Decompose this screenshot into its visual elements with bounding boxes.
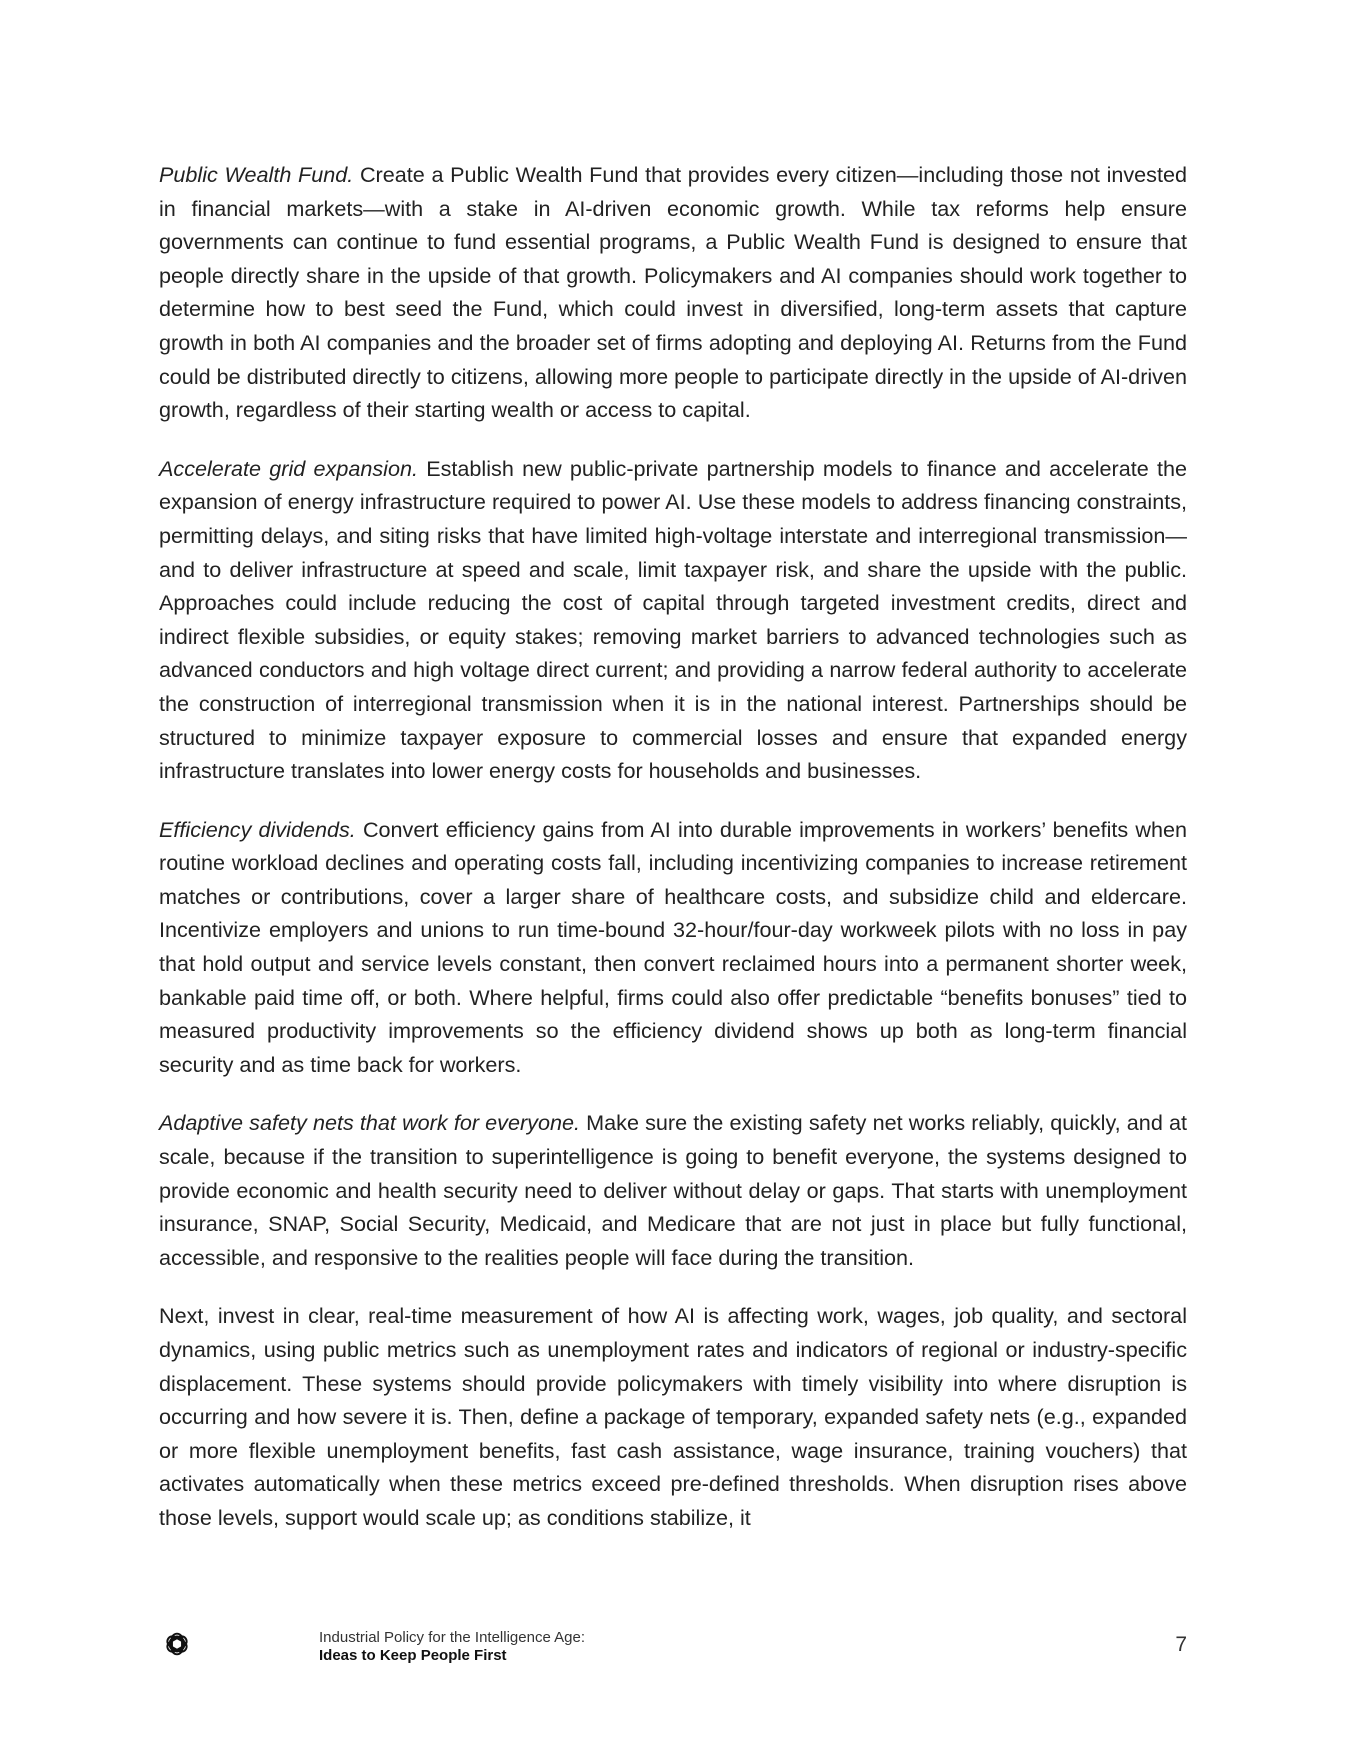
paragraph-measurement xyxy=(159,1299,1187,1534)
paragraph-lead: Public Wealth Fund. xyxy=(159,162,354,187)
paragraph-efficiency-dividends xyxy=(159,813,1187,1082)
document-title-line1: Industrial Policy for the Intelligence Age: xyxy=(319,1629,585,1646)
paragraph-grid-expansion xyxy=(159,452,1187,788)
document-title-line2: Ideas to Keep People First xyxy=(319,1647,507,1664)
paragraph-text: Next, invest in clear, real-time measurement of how AI is affecting work, wages, job quality, and sectoral dynamics, using public metrics such as unemployment rates and indicators of regional or industry-specific displacement. These systems should provide policymakers with timely visibility into where disruption is occurring and how severe it is. Then, define a package of temporary, expanded safety nets (e.g., expanded or more flexible unemployment benefits, fast cash assistance, wage insurance, training vouchers) that activates automatically when these metrics exceed pre-defined thresholds. When disruption rises above those levels, support would scale up; as conditions stabilize, it xyxy=(159,1303,1187,1530)
paragraph-text: Create a Public Wealth Fund that provides every citizen—including those not invested in financial markets—with a stake in AI-driven economic growth. While tax reforms help ensure governments can continue to fund essential programs, a Public Wealth Fund is designed to ensure that people directly share in the upside of that growth. Policymakers and AI companies should work together to determine how to best seed the Fund, which could invest in diversified, long-term assets that capture growth in both AI companies and the broader set of firms adopting and deploying AI. Returns from the Fund could be distributed directly to citizens, allowing more people to participate directly in the upside of AI-driven growth, regardless of their starting wealth or access to capital. xyxy=(159,162,1187,423)
paragraph-lead: Adaptive safety nets that work for everyone. xyxy=(159,1110,581,1136)
paragraph-text: Establish new public-private partnership models to finance and accelerate the expansion of energy infrastructure required to power AI. Use these models to address financing constraints, permitting delays, and siting risks that have limited high-voltage interstate and interregional transmission—and to deliver infrastructure at speed and scale, limit taxpayer risk, and share the upside with the public. Approaches could include reducing the cost of capital through targeted investment credits, direct and indirect flexible subsidies, or equity stakes; removing market barriers to advanced technologies such as advanced conductors and high voltage direct current; and providing a narrow federal authority to accelerate the construction of interregional transmission when it is in the national interest. Partnerships should be structured to minimize taxpayer exposure to commercial losses and ensure that expanded energy infrastructure translates into lower energy costs for households and businesses. xyxy=(159,455,1187,784)
paragraph-safety-nets xyxy=(159,1106,1187,1274)
document-title xyxy=(319,1629,585,1665)
page-number: 7 xyxy=(1175,1633,1187,1656)
paragraph-public-wealth-fund xyxy=(159,158,1187,427)
paragraph-lead: Accelerate grid expansion. xyxy=(159,455,418,481)
document-body xyxy=(159,158,1187,1560)
openai-logo-icon xyxy=(162,1629,192,1659)
paragraph-lead: Efficiency dividends. xyxy=(159,816,356,842)
paragraph-text: Make sure the existing safety net works reliably, quickly, and at scale, because if the transition to superintelligence is going to benefit everyone, the systems designed to provide economic and health security need to deliver without delay or gaps. That starts with unemployment insurance, SNAP, Social Security, Medicaid, and Medicare that are not just in place but fully functional, accessible, and responsive to the realities people will face during the transition. xyxy=(159,1110,1187,1270)
paragraph-text: Convert efficiency gains from AI into durable improvements in workers’ benefits when routine workload declines and operating costs fall, including incentivizing companies to increase retirement matches or contributions, cover a larger share of healthcare costs, and subsidize child and eldercare. Incentivize employers and unions to run time-bound 32-hour/four-day workweek pilots with no loss in pay that hold output and service levels constant, then convert reclaimed hours into a permanent shorter week, bankable paid time off, or both. Where helpful, firms could also offer predictable “benefits bonuses” tied to measured productivity improvements so the efficiency dividend shows up both as long-term financial security and as time back for workers. xyxy=(159,816,1187,1077)
page-footer xyxy=(159,1625,1187,1673)
